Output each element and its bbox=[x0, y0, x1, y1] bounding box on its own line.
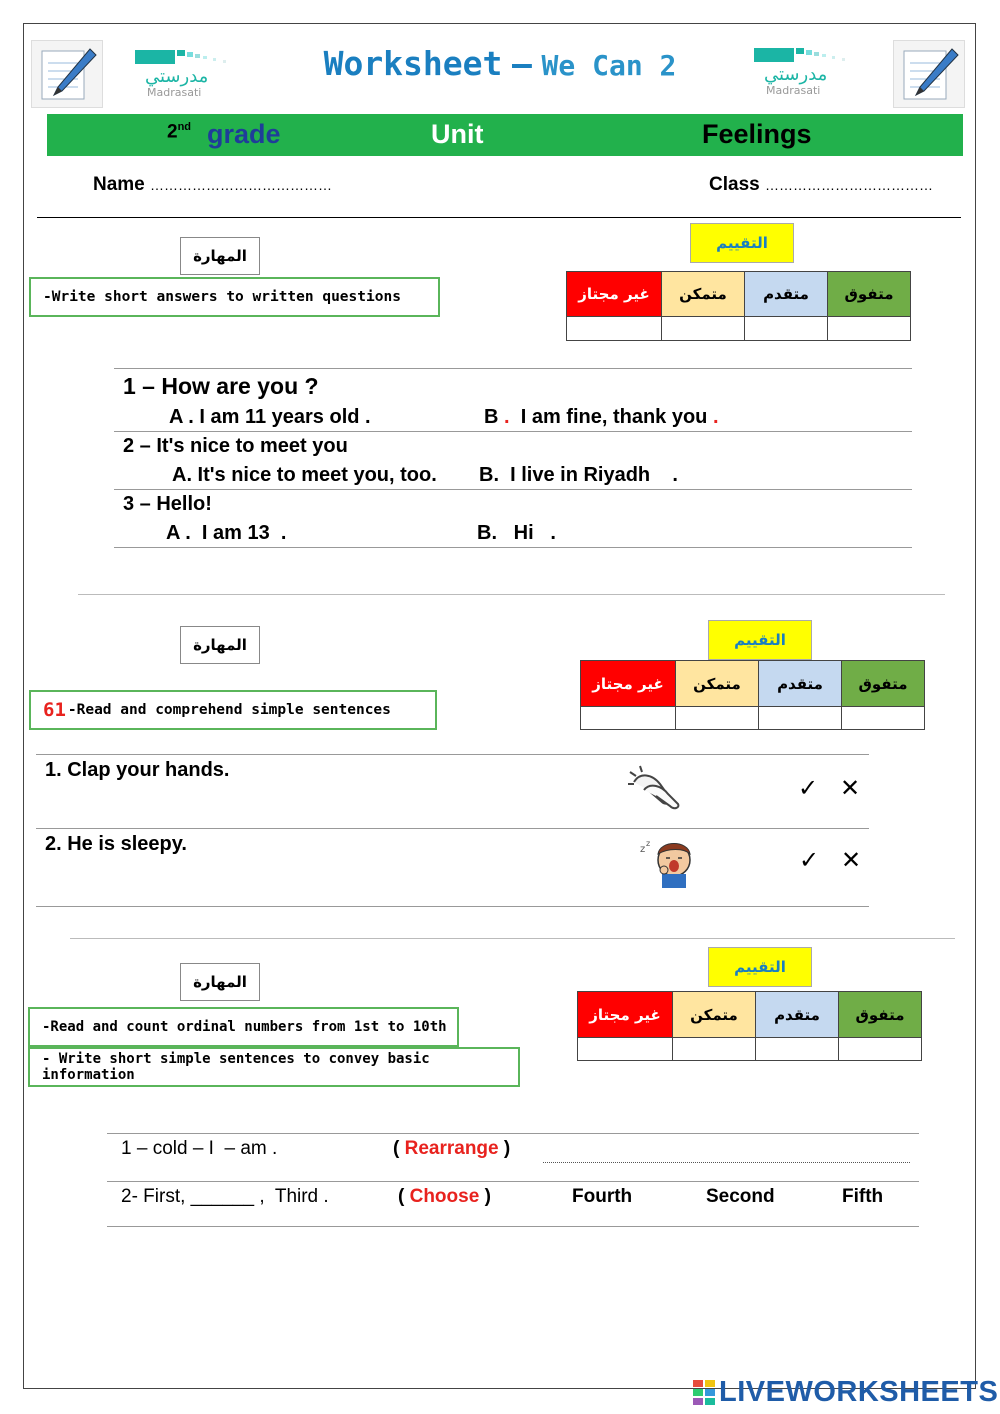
line bbox=[114, 547, 912, 548]
score-cell[interactable] bbox=[578, 1038, 673, 1061]
option-fourth[interactable]: Fourth bbox=[572, 1186, 633, 1207]
madrasati-logo bbox=[133, 46, 241, 100]
logo-arabic-text-right: مدرستي bbox=[764, 64, 828, 85]
score-cell[interactable] bbox=[839, 1038, 922, 1061]
grade-word: grade bbox=[207, 119, 281, 149]
svg-text:z: z bbox=[646, 839, 651, 848]
line bbox=[36, 828, 869, 829]
level-excellent: متفوق bbox=[828, 272, 911, 317]
objective-1: -Write short answers to written questions bbox=[29, 277, 440, 317]
rearrange-words: 1 – cold – I – am . bbox=[121, 1138, 278, 1159]
option-second[interactable]: Second bbox=[706, 1186, 775, 1207]
option-fifth[interactable]: Fifth bbox=[842, 1186, 884, 1207]
rubric-table-1 bbox=[566, 271, 911, 341]
sentence-2: 2. He is sleepy. bbox=[45, 833, 187, 855]
rearrange-instruction: ( Rearrange ) bbox=[393, 1138, 511, 1159]
score-cell[interactable] bbox=[759, 707, 842, 730]
q1-option-a[interactable]: A . I am 11 years old . bbox=[169, 406, 371, 428]
question-1: 1 – How are you ? bbox=[123, 373, 319, 399]
check-mark-1[interactable]: ✓ bbox=[798, 774, 819, 802]
logo-arabic-text: مدرستي bbox=[145, 66, 209, 87]
name-label: Name bbox=[93, 174, 145, 195]
section-divider bbox=[70, 938, 955, 939]
sentence-1: 1. Clap your hands. bbox=[45, 759, 230, 781]
name-dots: ………………………………… bbox=[150, 177, 333, 193]
madrasati-logo-right bbox=[752, 44, 860, 98]
level-proficient: متمكن bbox=[673, 992, 756, 1038]
q1-option-b[interactable]: B . I am fine, thank you . bbox=[484, 406, 719, 428]
score-cell[interactable] bbox=[842, 707, 925, 730]
objective-2: 61 -Read and comprehend simple sentences bbox=[29, 690, 437, 730]
level-proficient: متمكن bbox=[662, 272, 745, 317]
evaluation-label-1: التقييم bbox=[690, 223, 794, 263]
page-title bbox=[300, 44, 700, 83]
level-not-passed: غير مجتاز bbox=[567, 272, 662, 317]
cross-mark-2[interactable]: ✕ bbox=[841, 846, 862, 874]
unit-label: Unit bbox=[431, 119, 484, 149]
title-subject: We Can 2 bbox=[541, 49, 677, 82]
q3-option-a[interactable]: A . I am 13 . bbox=[166, 522, 287, 544]
pencil-paper-icon bbox=[31, 40, 103, 108]
name-field[interactable] bbox=[93, 174, 332, 196]
footer-brand: LIVEWORKSHEETS bbox=[719, 1376, 999, 1408]
line bbox=[114, 368, 912, 369]
class-label: Class bbox=[709, 174, 760, 195]
skill-label-3: المهارة bbox=[180, 963, 260, 1001]
objective-3a: -Read and count ordinal numbers from 1st to 10th bbox=[28, 1007, 459, 1047]
line bbox=[107, 1181, 919, 1182]
q2-option-b[interactable]: B. I live in Riyadh . bbox=[479, 464, 678, 486]
logo-latin-text-right: Madrasati bbox=[766, 84, 821, 97]
level-not-passed: غير مجتاز bbox=[578, 992, 673, 1038]
level-proficient: متمكن bbox=[676, 661, 759, 707]
cross-mark-1[interactable]: ✕ bbox=[840, 774, 861, 802]
grade-number: 2nd bbox=[167, 121, 192, 143]
choose-instruction: ( Choose ) bbox=[398, 1186, 491, 1207]
svg-text:z: z bbox=[640, 844, 646, 855]
pencil-paper-icon-right bbox=[893, 40, 965, 108]
check-mark-2[interactable]: ✓ bbox=[799, 846, 820, 874]
score-cell[interactable] bbox=[756, 1038, 839, 1061]
line bbox=[114, 431, 912, 432]
line bbox=[36, 754, 869, 755]
class-field[interactable] bbox=[709, 174, 933, 196]
level-excellent: متفوق bbox=[839, 992, 922, 1038]
objective-3b: - Write short simple sentences to convey basic information bbox=[28, 1047, 520, 1087]
unit-bar bbox=[47, 114, 963, 156]
score-cell[interactable] bbox=[567, 317, 662, 341]
logo-latin-text: Madrasati bbox=[147, 86, 202, 99]
question-3: 3 – Hello! bbox=[123, 493, 212, 515]
unit-topic: Feelings bbox=[702, 119, 812, 149]
score-cell[interactable] bbox=[745, 317, 828, 341]
skill-label-2: المهارة bbox=[180, 626, 260, 664]
score-cell[interactable] bbox=[676, 707, 759, 730]
choose-sentence: 2- First, ______ , Third . bbox=[121, 1186, 329, 1207]
level-advanced: متقدم bbox=[756, 992, 839, 1038]
liveworksheets-logo bbox=[693, 1376, 998, 1409]
evaluation-label-3: التقييم bbox=[708, 947, 812, 987]
q2-option-a[interactable]: A. It's nice to meet you, too. bbox=[172, 464, 437, 486]
line bbox=[36, 906, 869, 907]
clapping-hands-icon bbox=[626, 764, 688, 814]
question-2: 2 – It's nice to meet you bbox=[123, 435, 348, 457]
line bbox=[107, 1226, 919, 1227]
q3-option-b[interactable]: B. Hi . bbox=[477, 522, 556, 544]
title-worksheet: Worksheet bbox=[323, 44, 503, 83]
line bbox=[107, 1133, 919, 1134]
score-cell[interactable] bbox=[581, 707, 676, 730]
answer-line[interactable] bbox=[543, 1162, 910, 1163]
class-dots: ……………………………… bbox=[764, 177, 933, 193]
section-divider bbox=[78, 594, 945, 595]
liveworksheets-icon bbox=[693, 1380, 717, 1406]
score-cell[interactable] bbox=[662, 317, 745, 341]
line bbox=[114, 489, 912, 490]
divider bbox=[37, 217, 961, 218]
level-advanced: متقدم bbox=[745, 272, 828, 317]
skill-label-1: المهارة bbox=[180, 237, 260, 275]
level-advanced: متقدم bbox=[759, 661, 842, 707]
objective-number: 61 bbox=[43, 699, 66, 721]
level-not-passed: غير مجتاز bbox=[581, 661, 676, 707]
title-dash: – bbox=[512, 44, 532, 83]
score-cell[interactable] bbox=[828, 317, 911, 341]
rubric-table-3 bbox=[577, 991, 922, 1061]
level-excellent: متفوق bbox=[842, 661, 925, 707]
evaluation-label-2: التقييم bbox=[708, 620, 812, 660]
sleepy-boy-icon bbox=[638, 838, 702, 894]
rubric-table-2 bbox=[580, 660, 925, 730]
score-cell[interactable] bbox=[673, 1038, 756, 1061]
